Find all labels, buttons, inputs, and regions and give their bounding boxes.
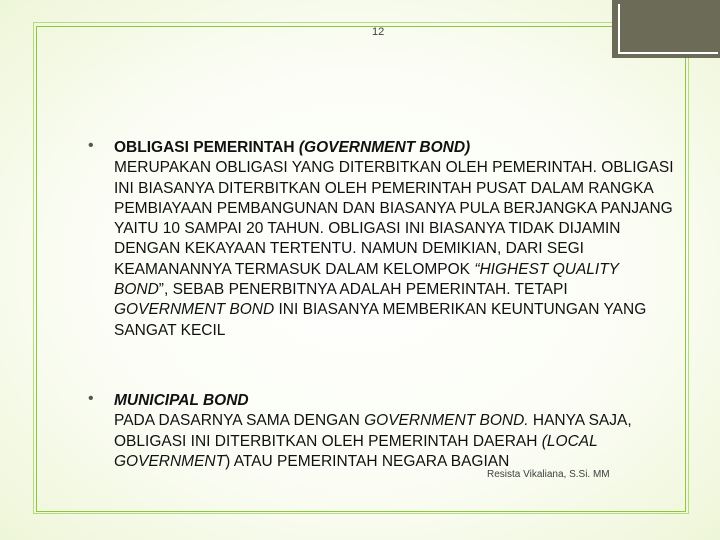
item-body (114, 158, 674, 341)
body-text: MERUPAKAN OBLIGASI YANG DITERBITKAN OLEH PEMERINTAH. OBLIGASI INI BIASANYA DITERBITKAN OLEH PEMERINTAH PUSAT DALAM RANGKA PEMBIAYAAN PEMBANGUNAN DAN BIASANYA PULA BERJANGKA PANJANG YAITU 10 SAMPAI 20 TAHUN. OBLIGASI INI BIASANYA TIDAK DIJAMIN DENGAN KEKAYAAN TERTENTU. NAMUN DEMIKIAN, DARI SEGI KEAMANANNYA TERMASUK DALAM KELOMPOK (114, 159, 674, 278)
body-text: ) ATAU PEMERINTAH NEGARA BAGIAN (225, 452, 510, 470)
body-italic-text: GOVERNMENT BOND. (364, 412, 529, 430)
body-text: INI BIASANYA MEMBERIKAN KEUNTUNGAN YANG SANGAT KECIL (114, 301, 647, 339)
corner-decoration (612, 0, 720, 58)
author-credit: Resista Vikaliana, S.Si. MM (487, 469, 610, 480)
item-municipal-bond (114, 391, 674, 472)
bullet-icon: • (88, 137, 94, 154)
item-body (114, 411, 674, 472)
item-heading (114, 138, 674, 158)
body-text: HANYA SAJA, OBLIGASI INI DITERBITKAN OLEH PEMERINTAH DAERAH (114, 412, 632, 450)
body-italic-text: GOVERNMENT BOND (114, 301, 275, 319)
body-text: PADA DASARNYA SAMA DENGAN (114, 412, 365, 430)
heading-text: OBLIGASI PEMERINTAH (114, 139, 299, 156)
body-italic-text: (LOCAL GOVERNMENT (114, 432, 598, 470)
body-text: ”, SEBAB PENERBITNYA ADALAH PEMERINTAH. TETAPI (158, 281, 568, 299)
slide-number: 12 (372, 26, 385, 38)
heading-italic-text: MUNICIPAL BOND (114, 392, 249, 409)
bullet-icon: • (88, 390, 94, 407)
item-heading (114, 391, 674, 411)
item-government-bond (114, 138, 674, 341)
body-italic-text: “HIGHEST QUALITY BOND (114, 260, 619, 299)
heading-italic-text: (GOVERNMENT BOND) (298, 139, 471, 156)
